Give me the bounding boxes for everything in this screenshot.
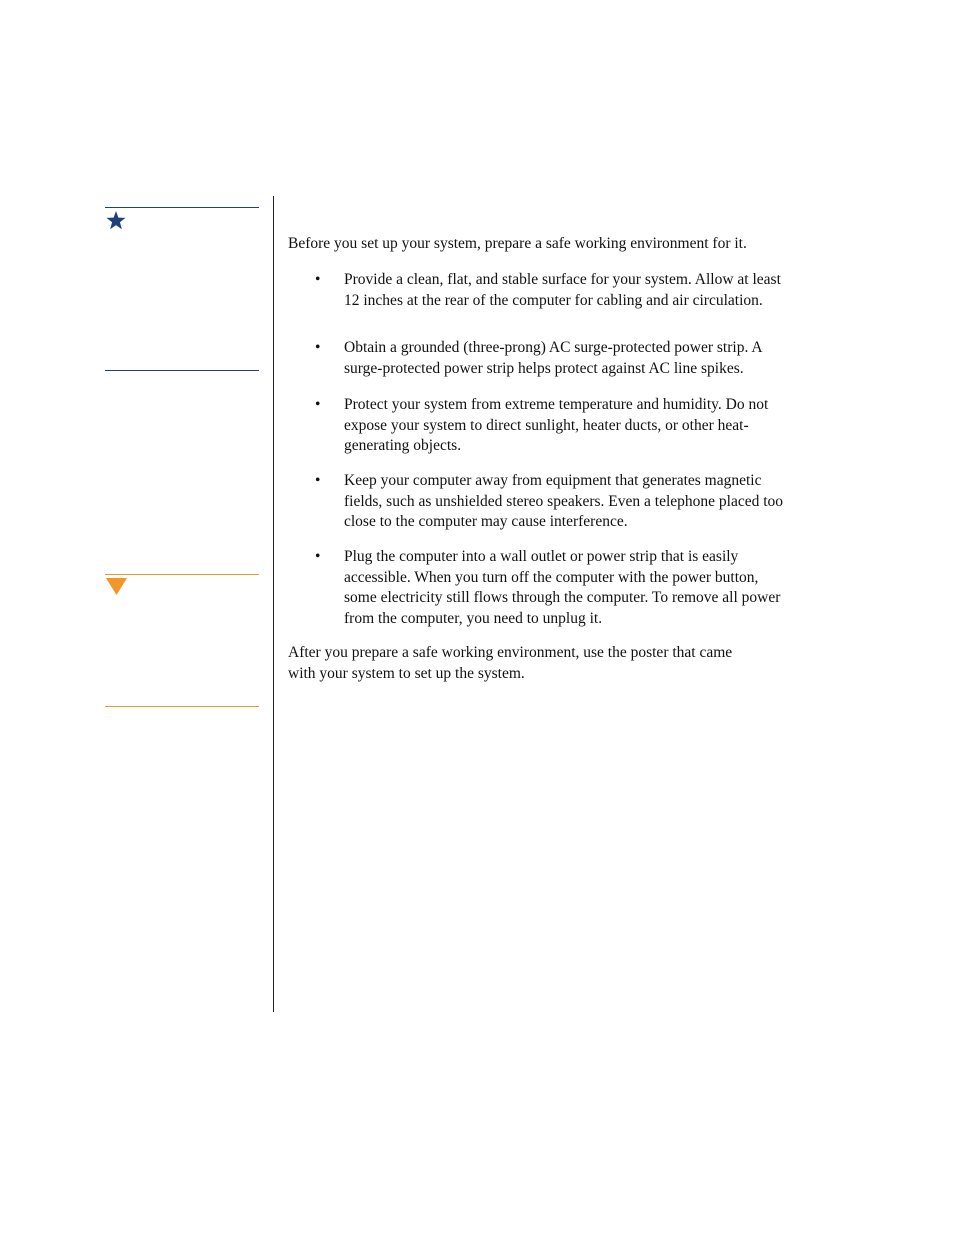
list-item: Keep your computer away from equipment that generates magnetic fields, such as unshielded stereo speakers. Even a telephone placed too close to the computer may cause interference. [344,472,784,530]
bullet-marker: • [315,548,321,565]
column-divider [273,196,274,1012]
star-icon [106,211,126,230]
bullet-marker: • [315,339,321,356]
list-item: Provide a clean, flat, and stable surface for your system. Allow at least 12 inches at the rear of the computer for cabling and air circulation. [344,271,781,309]
list-item: Protect your system from extreme temperature and humidity. Do not expose your system to direct sunlight, heater ducts, or other heat-generating objects. [344,396,769,454]
intro-paragraph: Before you set up your system, prepare a safe working environment for it. [288,235,747,252]
list-item: Obtain a grounded (three-prong) AC surge-protected power strip. A surge-protected power strip helps protect against AC line spikes. [344,339,762,377]
list-item: Plug the computer into a wall outlet or power strip that is easily accessible. When you turn off the computer with the power button, some electricity still flows through the computer. To remove all power from the computer, you need to unplug it. [344,548,781,627]
caution-top-rule [105,574,259,575]
outro-paragraph: After you prepare a safe working environment, use the poster that came with your system to set up the system. [288,644,733,682]
bullet-marker: • [315,271,321,288]
bullet-marker: • [315,472,321,489]
triangle-down-icon [106,578,127,596]
note-bottom-rule [105,370,259,371]
bullet-marker: • [315,396,321,413]
caution-bottom-rule [105,706,259,707]
note-top-rule [105,207,259,208]
